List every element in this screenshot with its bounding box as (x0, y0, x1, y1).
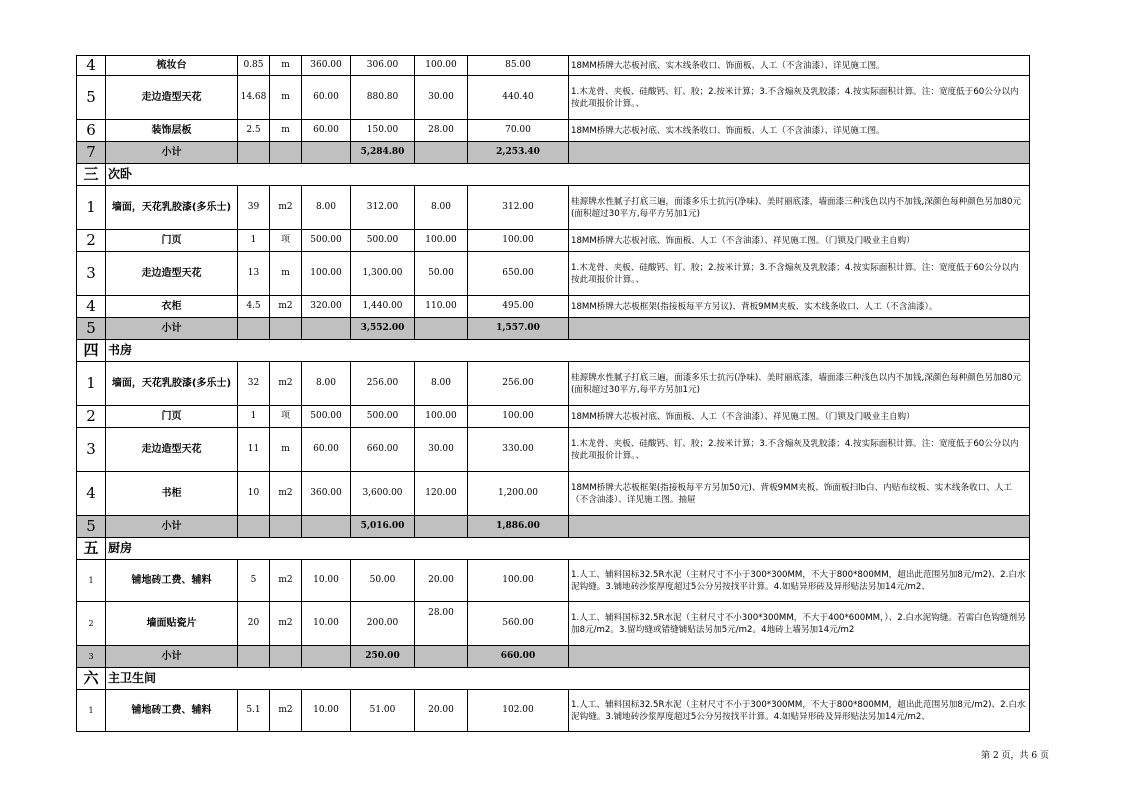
row-number: 3 (77, 252, 106, 296)
item-name: 装饰层板 (106, 120, 238, 142)
item-description: 1.木龙骨、夹板、硅酸钙、钉、胶；2.按米计算；3.不含煽灰及乳胶漆；4.按实际面积计算。注：宽度低于60公分以内按此项报价计算。、 (569, 252, 1030, 296)
item-unit-price: 500.00 (302, 406, 351, 428)
item-name: 梳妆台 (106, 56, 238, 76)
empty-cell (238, 142, 270, 164)
empty-cell (302, 516, 351, 538)
item-unit: m2 (270, 560, 302, 602)
row-number: 2 (77, 230, 106, 252)
row-number: 1 (77, 362, 106, 406)
item-unit-price: 8.00 (302, 362, 351, 406)
item-amount: 880.80 (351, 76, 415, 120)
item-amount: 500.00 (351, 230, 415, 252)
row-number: 5 (77, 516, 106, 538)
item-labor-amount: 70.00 (468, 120, 569, 142)
item-description: 1.人工、辅料国标32.5R水泥（主材尺寸不小300*300MM，不大于400*600MM，）、2.白水泥钩缝。若需白色钩缝剂另加8元/m2。3.留均缝或错缝铺贴法另加5元/m2。4地砖上墙另加14元/m2 (569, 602, 1030, 646)
item-row (77, 406, 1030, 428)
section-title: 厨房 (106, 538, 1030, 560)
item-amount: 256.00 (351, 362, 415, 406)
item-amount: 150.00 (351, 120, 415, 142)
item-unit-price: 60.00 (302, 120, 351, 142)
item-name: 书柜 (106, 472, 238, 516)
item-unit: m (270, 76, 302, 120)
item-name: 铺地砖工费、辅料 (106, 690, 238, 732)
item-labor-amount: 85.00 (468, 56, 569, 76)
item-quantity: 39 (238, 186, 270, 230)
item-labor-amount: 495.00 (468, 296, 569, 318)
subtotal-row (77, 646, 1030, 668)
section-number: 六 (77, 668, 106, 690)
item-unit: m (270, 120, 302, 142)
subtotal-labor-amount: 1,557.00 (468, 318, 569, 340)
item-labor-amount: 1,200.00 (468, 472, 569, 516)
empty-cell (302, 318, 351, 340)
item-unit-price: 8.00 (302, 186, 351, 230)
empty-cell (569, 318, 1030, 340)
section-number: 四 (77, 340, 106, 362)
item-amount: 51.00 (351, 690, 415, 732)
row-number: 5 (77, 76, 106, 120)
subtotal-labor-amount: 1,886.00 (468, 516, 569, 538)
empty-cell (270, 318, 302, 340)
item-unit-price: 10.00 (302, 560, 351, 602)
item-labor-amount: 312.00 (468, 186, 569, 230)
row-number: 4 (77, 56, 106, 76)
row-number: 4 (77, 296, 106, 318)
item-name: 铺地砖工费、辅料 (106, 560, 238, 602)
item-labor-amount: 100.00 (468, 230, 569, 252)
item-labor-amount: 560.00 (468, 602, 569, 646)
item-unit-price: 320.00 (302, 296, 351, 318)
item-quantity: 14.68 (238, 76, 270, 120)
item-labor-amount: 102.00 (468, 690, 569, 732)
item-labor-price: 8.00 (415, 362, 468, 406)
item-description: 1.木龙骨、夹板、硅酸钙、钉、胶；2.按米计算；3.不含煽灰及乳胶漆；4.按实际面积计算。注：宽度低于60公分以内按此项报价计算。、 (569, 76, 1030, 120)
item-description: 18MM桥牌大芯板衬底、实木线条收口、饰面板、人工（不含油漆）、详见施工图。 (569, 56, 1030, 76)
item-description: 18MM桥牌大芯板框架(指接板每平方另议)、背板9MM夹板、实木线条收口、人工（不含油漆）。 (569, 296, 1030, 318)
section-header-row (77, 340, 1030, 362)
item-unit-price: 10.00 (302, 602, 351, 646)
item-unit: m2 (270, 296, 302, 318)
empty-cell (415, 516, 468, 538)
item-unit: m2 (270, 602, 302, 646)
item-description: 桂源牌水性腻子打底三遍，面漆多乐士抗污(净味)、美时丽底漆，墙面漆三种浅色以内不加钱,深颜色每种颜色另加80元(面积超过30平方,每平方另加1元) (569, 186, 1030, 230)
item-labor-price: 100.00 (415, 230, 468, 252)
empty-cell (238, 646, 270, 668)
item-unit-price: 500.00 (302, 230, 351, 252)
item-amount: 1,300.00 (351, 252, 415, 296)
item-quantity: 11 (238, 428, 270, 472)
item-amount: 1,440.00 (351, 296, 415, 318)
subtotal-row (77, 142, 1030, 164)
item-labor-price: 28.00 (415, 120, 468, 142)
item-description: 1.人工、辅料国标32.5R水泥（主材尺寸不小于300*300MM，不大于800*800MM，超出此范围另加8元/m2)、2.白水泥钩缝。3.铺地砖沙浆厚度超过5公分另按找平计算。4.如贴异形砖及异形贴法另加14元/m2、 (569, 690, 1030, 732)
subtotal-amount: 5,284.80 (351, 142, 415, 164)
item-quantity: 1 (238, 406, 270, 428)
section-title: 主卫生间 (106, 668, 1030, 690)
item-unit-price: 100.00 (302, 252, 351, 296)
item-row (77, 56, 1030, 76)
subtotal-amount: 5,016.00 (351, 516, 415, 538)
item-name: 门页 (106, 230, 238, 252)
subtotal-row (77, 318, 1030, 340)
subtotal-label: 小计 (106, 318, 238, 340)
subtotal-label: 小计 (106, 646, 238, 668)
item-unit: m2 (270, 690, 302, 732)
subtotal-labor-amount: 2,253.40 (468, 142, 569, 164)
empty-cell (270, 516, 302, 538)
empty-cell (238, 318, 270, 340)
item-unit: 项 (270, 230, 302, 252)
item-name: 墙面，天花乳胶漆(多乐士) (106, 362, 238, 406)
empty-cell (302, 142, 351, 164)
item-description: 1.人工、辅料国标32.5R水泥（主材尺寸不小于300*300MM，不大于800*800MM，超出此范围另加8元/m2)、2.白水泥钩缝。3.铺地砖沙浆厚度超过5公分另按找平计算。4.如贴异形砖及异形贴法另加14元/m2、 (569, 560, 1030, 602)
page-footer: 第 2 页，共 6 页 (981, 751, 1049, 761)
item-quantity: 5 (238, 560, 270, 602)
item-unit-price: 360.00 (302, 56, 351, 76)
section-header-row (77, 538, 1030, 560)
item-labor-amount: 440.40 (468, 76, 569, 120)
subtotal-labor-amount: 660.00 (468, 646, 569, 668)
empty-cell (302, 646, 351, 668)
item-row (77, 560, 1030, 602)
row-number: 2 (77, 406, 106, 428)
item-quantity: 10 (238, 472, 270, 516)
empty-cell (415, 318, 468, 340)
item-unit-price: 60.00 (302, 76, 351, 120)
item-unit: m (270, 56, 302, 76)
item-name: 门页 (106, 406, 238, 428)
item-labor-price: 100.00 (415, 406, 468, 428)
section-title: 次卧 (106, 164, 1030, 186)
empty-cell (569, 142, 1030, 164)
item-quantity: 1 (238, 230, 270, 252)
item-labor-price: 28.00 (415, 602, 468, 646)
item-amount: 306.00 (351, 56, 415, 76)
item-name: 走边造型天花 (106, 252, 238, 296)
item-unit: m2 (270, 186, 302, 230)
item-row (77, 472, 1030, 516)
item-labor-price: 20.00 (415, 560, 468, 602)
item-description: 1.木龙骨、夹板、硅酸钙、钉、胶；2.按米计算；3.不含煽灰及乳胶漆；4.按实际面积计算。注：宽度低于60公分以内按此项报价计算。、 (569, 428, 1030, 472)
empty-cell (238, 516, 270, 538)
item-labor-amount: 100.00 (468, 406, 569, 428)
item-unit: m (270, 252, 302, 296)
row-number: 1 (77, 186, 106, 230)
empty-cell (270, 646, 302, 668)
item-unit: m2 (270, 362, 302, 406)
row-number: 1 (77, 690, 106, 732)
empty-cell (270, 142, 302, 164)
item-row (77, 230, 1030, 252)
item-name: 墙面，天花乳胶漆(多乐士) (106, 186, 238, 230)
item-row (77, 252, 1030, 296)
item-labor-price: 8.00 (415, 186, 468, 230)
row-number: 3 (77, 428, 106, 472)
item-amount: 312.00 (351, 186, 415, 230)
item-labor-amount: 100.00 (468, 560, 569, 602)
row-number: 4 (77, 472, 106, 516)
subtotal-row (77, 516, 1030, 538)
item-description: 18MM桥牌大芯板衬底、饰面板、人工（不含油漆）、祥见施工图。（门锁及门吸业主自购） (569, 230, 1030, 252)
item-description: 桂源牌水性腻子打底三遍，面漆多乐士抗污(净味)、美时丽底漆，墙面漆三种浅色以内不加钱,深颜色每种颜色另加80元(面积超过30平方,每平方另加1元) (569, 362, 1030, 406)
item-unit: m (270, 428, 302, 472)
item-labor-price: 20.00 (415, 690, 468, 732)
empty-cell (569, 646, 1030, 668)
item-quantity: 20 (238, 602, 270, 646)
item-row (77, 186, 1030, 230)
empty-cell (415, 142, 468, 164)
section-title: 书房 (106, 340, 1030, 362)
item-labor-price: 100.00 (415, 56, 468, 76)
item-labor-amount: 330.00 (468, 428, 569, 472)
item-quantity: 2.5 (238, 120, 270, 142)
subtotal-amount: 3,552.00 (351, 318, 415, 340)
item-unit-price: 60.00 (302, 428, 351, 472)
item-quantity: 4.5 (238, 296, 270, 318)
item-row (77, 690, 1030, 732)
item-name: 走边造型天花 (106, 428, 238, 472)
row-number: 5 (77, 318, 106, 340)
item-row (77, 602, 1030, 646)
row-number: 3 (77, 646, 106, 668)
item-row (77, 76, 1030, 120)
subtotal-label: 小计 (106, 516, 238, 538)
empty-cell (415, 646, 468, 668)
quotation-table (76, 55, 1030, 732)
item-description: 18MM桥牌大芯板衬底、实木线条收口、饰面板、人工（不含油漆）、详见施工图。 (569, 120, 1030, 142)
item-labor-price: 30.00 (415, 76, 468, 120)
item-labor-price: 110.00 (415, 296, 468, 318)
item-labor-amount: 650.00 (468, 252, 569, 296)
item-unit-price: 10.00 (302, 690, 351, 732)
item-description: 18MM桥牌大芯板框架(指接板每平方另加50元)、背板9MM夹板、饰面板扫lb白、内贴布纹板、实木线条收口、人工（不含油漆）、详见施工图。抽屉 (569, 472, 1030, 516)
item-row (77, 120, 1030, 142)
empty-cell (569, 516, 1030, 538)
item-description: 18MM桥牌大芯板衬底、饰面板、人工（不含油漆）、祥见施工图。（门锁及门吸业主自购） (569, 406, 1030, 428)
item-amount: 660.00 (351, 428, 415, 472)
section-number: 五 (77, 538, 106, 560)
item-row (77, 362, 1030, 406)
item-labor-price: 120.00 (415, 472, 468, 516)
item-quantity: 5.1 (238, 690, 270, 732)
row-number: 7 (77, 142, 106, 164)
section-header-row (77, 164, 1030, 186)
row-number: 1 (77, 560, 106, 602)
section-number: 三 (77, 164, 106, 186)
item-labor-price: 30.00 (415, 428, 468, 472)
item-quantity: 13 (238, 252, 270, 296)
item-amount: 50.00 (351, 560, 415, 602)
row-number: 2 (77, 602, 106, 646)
item-amount: 500.00 (351, 406, 415, 428)
item-quantity: 0.85 (238, 56, 270, 76)
item-labor-price: 50.00 (415, 252, 468, 296)
item-unit: 项 (270, 406, 302, 428)
subtotal-label: 小计 (106, 142, 238, 164)
section-header-row (77, 668, 1030, 690)
item-name: 墙面贴瓷片 (106, 602, 238, 646)
item-labor-amount: 256.00 (468, 362, 569, 406)
item-row (77, 296, 1030, 318)
item-unit: m2 (270, 472, 302, 516)
item-amount: 3,600.00 (351, 472, 415, 516)
item-name: 衣柜 (106, 296, 238, 318)
item-name: 走边造型天花 (106, 76, 238, 120)
row-number: 6 (77, 120, 106, 142)
item-unit-price: 360.00 (302, 472, 351, 516)
item-quantity: 32 (238, 362, 270, 406)
item-row (77, 428, 1030, 472)
subtotal-amount: 250.00 (351, 646, 415, 668)
item-amount: 200.00 (351, 602, 415, 646)
